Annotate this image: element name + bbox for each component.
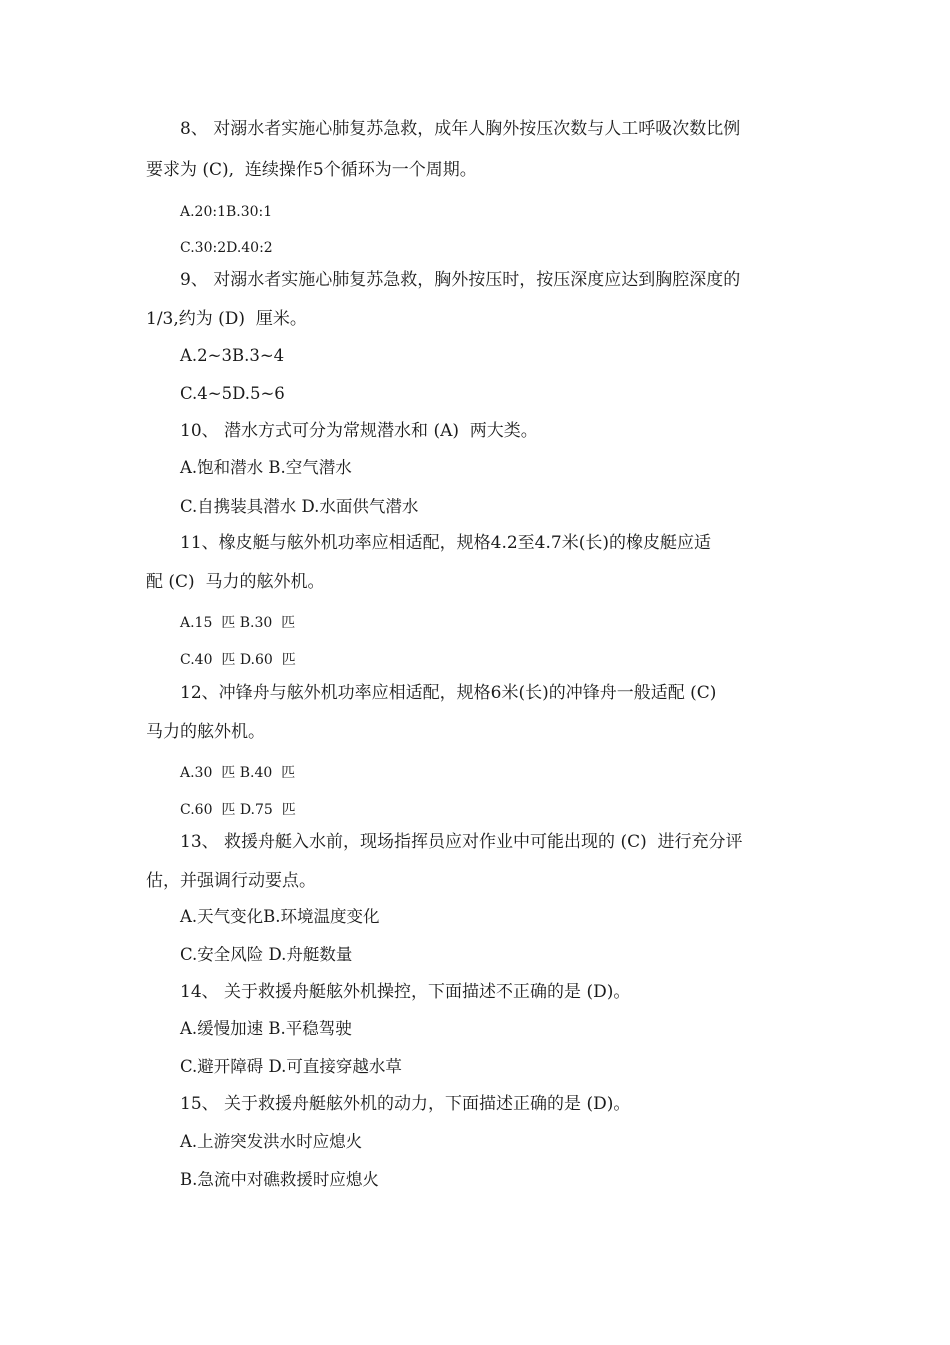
question-12-options-cd: C.60 匹 D.75 匹 bbox=[180, 802, 296, 818]
question-9-line-1: 9、 对溺水者实施心肺复苏急救，胸外按压时，按压深度应达到胸腔深度的 bbox=[180, 270, 741, 290]
question-11-line-2: 配 (C) 马力的舷外机。 bbox=[146, 572, 325, 592]
question-13-options-cd: C.安全风险 D.舟艇数量 bbox=[180, 945, 353, 964]
question-13-options-ab: A.天气变化B.环境温度变化 bbox=[180, 907, 380, 926]
question-9-options-ab: A.2~3B.3~4 bbox=[180, 346, 285, 365]
question-15-option-a: A.上游突发洪水时应熄火 bbox=[180, 1132, 363, 1151]
question-11-options-ab: A.15 匹 B.30 匹 bbox=[180, 615, 296, 631]
question-13-line-1: 13、 救援舟艇入水前，现场指挥员应对作业中可能出现的 (C) 进行充分评 bbox=[180, 832, 743, 852]
question-12-line-2: 马力的舷外机。 bbox=[146, 722, 265, 742]
question-14-options-cd: C.避开障碍 D.可直接穿越水草 bbox=[180, 1057, 402, 1076]
question-13-line-2: 估，并强调行动要点。 bbox=[146, 871, 316, 891]
question-10-options-ab: A.饱和潜水 B.空气潜水 bbox=[180, 458, 352, 477]
question-11-line-1: 11、橡皮艇与舷外机功率应相适配，规格4.2至4.7米(长)的橡皮艇应适 bbox=[180, 533, 711, 553]
question-8-line-1: 8、 对溺水者实施心肺复苏急救，成年人胸外按压次数与人工呼吸次数比例 bbox=[180, 119, 741, 139]
question-9-options-cd: C.4~5D.5~6 bbox=[180, 384, 285, 403]
question-12-options-ab: A.30 匹 B.40 匹 bbox=[180, 765, 296, 781]
question-9-line-2: 1/3,约为 (D) 厘米。 bbox=[146, 309, 307, 329]
question-10-line-1: 10、 潜水方式可分为常规潜水和 (A) 两大类。 bbox=[180, 421, 538, 441]
question-8-options-cd: C.30:2D.40:2 bbox=[180, 240, 273, 256]
question-8-options-ab: A.20:1B.30:1 bbox=[180, 204, 273, 220]
question-15-option-b: B.急流中对礁救援时应熄火 bbox=[180, 1170, 379, 1189]
question-11-options-cd: C.40 匹 D.60 匹 bbox=[180, 652, 296, 668]
question-14-line-1: 14、 关于救援舟艇舷外机操控，下面描述不正确的是 (D)。 bbox=[180, 982, 631, 1002]
question-12-line-1: 12、冲锋舟与舷外机功率应相适配，规格6米(长)的冲锋舟一般适配 (C) bbox=[180, 683, 717, 703]
question-14-options-ab: A.缓慢加速 B.平稳驾驶 bbox=[180, 1019, 352, 1038]
question-8-line-2: 要求为 (C), 连续操作5个循环为一个周期。 bbox=[146, 160, 477, 180]
question-10-options-cd: C.自携装具潜水 D.水面供气潜水 bbox=[180, 497, 419, 516]
question-15-line-1: 15、 关于救援舟艇舷外机的动力，下面描述正确的是 (D)。 bbox=[180, 1094, 631, 1114]
